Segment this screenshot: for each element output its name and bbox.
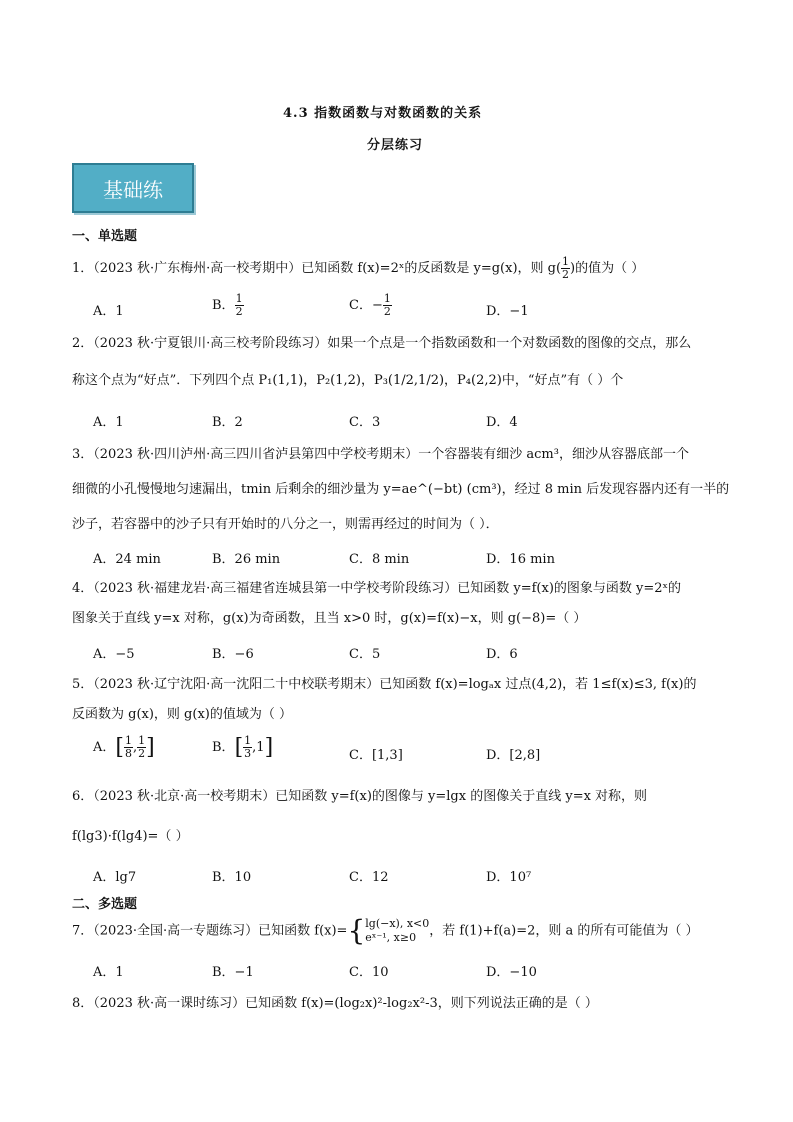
level-badge-label: 基础练 <box>103 177 163 202</box>
page-subtitle: 分层练习 <box>367 138 424 153</box>
q6-option-b: B．10 <box>212 870 252 885</box>
q2-option-b: B．2 <box>212 415 243 430</box>
question-1 <box>72 256 644 281</box>
question-5-line-1: 5．（2023 秋·辽宁沈阳·高一沈阳二十中校联考期末）已知函数 f(x)=logₐx 过点(4,2)，若 1≤f(x)≤3, f(x)的 <box>72 677 697 692</box>
q2-option-a: A．1 <box>93 415 124 430</box>
page-title: 4.3 指数函数与对数函数的关系 <box>283 106 483 121</box>
question-2-line-2: 称这个点为“好点”．下列四个点 P₁(1,1)，P₂(1,2)，P₃(1/2,1/2)，P₄(2,2)中，“好点”有（ ）个 <box>72 373 624 388</box>
q4-option-a: A．−5 <box>93 647 135 662</box>
question-1-text-b: )的值为（ ） <box>570 261 645 276</box>
piecewise-cases <box>365 917 429 945</box>
q1-option-d: D．−1 <box>486 304 529 319</box>
question-3-line-1: 3．（2023 秋·四川泸州·高三四川省泸县第四中学校考期末）一个容器装有细沙 acm³，细沙从容器底部一个 <box>72 447 689 462</box>
question-6-line-2: f(lg3)·f(lg4)=（ ） <box>72 829 189 844</box>
q4-option-b: B．−6 <box>212 647 254 662</box>
question-6-line-1: 6．（2023 秋·北京·高一校考期末）已知函数 y=f(x)的图像与 y=lgx 的图像关于直线 y=x 对称，则 <box>72 789 648 804</box>
q2-option-d: D．4 <box>486 415 518 430</box>
q2-option-c: C．3 <box>349 415 381 430</box>
q5-option-c: C．[1,3] <box>349 748 403 763</box>
q3-option-a: A．24 min <box>93 552 161 567</box>
question-7-text-b: ，若 f(1)+f(a)=2，则 a 的所有可能值为（ ） <box>429 923 699 939</box>
question-7: 7．（2023·全国·高一专题练习）已知函数 f(x)={ lg(−x), x<0 eˣ⁻¹, x≥0 ，若 f(1)+f(a)=2，则 a 的所有可能值为（ ） <box>72 914 699 947</box>
level-badge <box>72 163 194 213</box>
q7-option-a: A．1 <box>93 965 124 980</box>
fraction-half: $\frac{1}{2}$ <box>562 255 570 281</box>
q5-option-d: D．[2,8] <box>486 748 541 763</box>
question-8-line-1: 8．（2023 秋·高一课时练习）已知函数 f(x)=(log₂x)²-log₂x²-3，则下列说法正确的是（ ） <box>72 996 598 1011</box>
question-7-text-a: 7．（2023·全国·高一专题练习）已知函数 f(x)= <box>72 923 348 939</box>
q3-option-c: C．8 min <box>349 552 410 567</box>
q3-option-d: D．16 min <box>486 552 555 567</box>
q7-option-b: B．−1 <box>212 965 254 980</box>
question-5-line-2: 反函数为 g(x)，则 g(x)的值域为（ ） <box>72 707 292 722</box>
question-3-line-2: 细微的小孔慢慢地匀速漏出，tmin 后剩余的细沙量为 y=ae^(−bt) (cm³)，经过 8 min 后发现容器内还有一半的 <box>72 482 730 497</box>
q3-option-b: B．26 min <box>212 552 281 567</box>
q1-option-a: A．1 <box>93 304 124 319</box>
case-2: eˣ⁻¹, x≥0 <box>365 931 417 944</box>
section-multi-choice: 二、多选题 <box>72 897 138 912</box>
q7-option-d: D．−10 <box>486 965 537 980</box>
question-4-line-1: 4．（2023 秋·福建龙岩·高三福建省连城县第一中学校考阶段练习）已知函数 y=f(x)的图象与函数 y=2ˣ的 <box>72 581 682 596</box>
q6-option-d: D．10⁷ <box>486 870 532 885</box>
q7-option-c: C．10 <box>349 965 389 980</box>
q4-option-c: C．5 <box>349 647 381 662</box>
question-4-line-2: 图象关于直线 y=x 对称，g(x)为奇函数，且当 x>0 时，g(x)=f(x)−x，则 g(−8)=（ ） <box>72 611 587 626</box>
q4-option-d: D．6 <box>486 647 518 662</box>
q5-option-b: B．[ $\frac{1}{3}$ ,1] <box>212 734 274 760</box>
q6-option-a: A．lg7 <box>93 870 137 885</box>
question-1-text-a: 1．（2023 秋·广东梅州·高一校考期中）已知函数 f(x)=2ˣ的反函数是 y=g(x)，则 g( <box>72 261 562 276</box>
q1-option-b: B． $\frac{1}{2}$ <box>212 292 243 318</box>
question-3-line-3: 沙子，若容器中的沙子只有开始时的八分之一，则需再经过的时间为（ ）． <box>72 517 499 532</box>
q1-option-c: C．− $\frac{1}{2}$ <box>349 292 391 318</box>
section-single-choice: 一、单选题 <box>72 229 138 244</box>
q6-option-c: C．12 <box>349 870 389 885</box>
q5-option-a: A．[ $\frac{1}{8}$ , $\frac{1}{2}$ ] <box>93 734 155 760</box>
question-2-line-1: 2．（2023 秋·宁夏银川·高三校考阶段练习）如果一个点是一个指数函数和一个对数函数的图像的交点，那么 <box>72 336 692 351</box>
case-1: lg(−x), x<0 <box>365 917 430 930</box>
